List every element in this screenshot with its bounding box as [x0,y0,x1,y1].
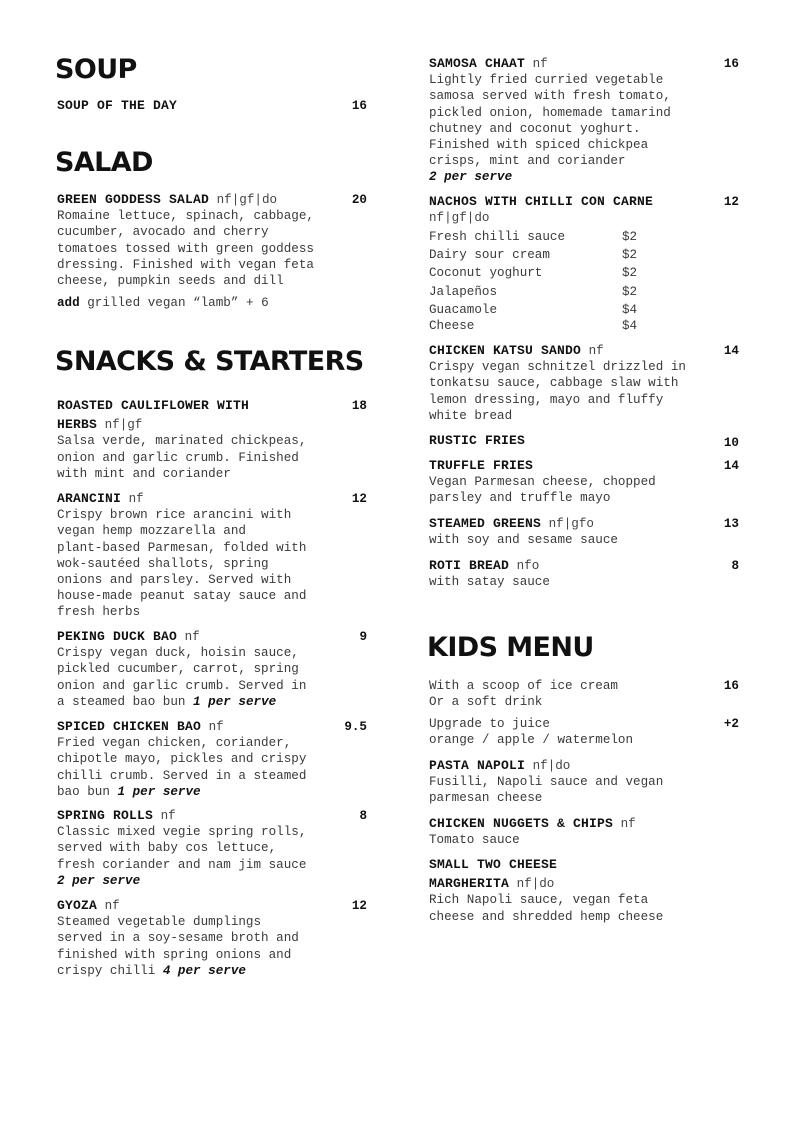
item-tags: nf|gf|do [429,211,490,226]
item-price: 16 [723,679,739,693]
menu-item-spiced-chicken-bao [57,719,367,800]
serve-size: 2 per serve [429,170,513,185]
item-name: SOUP OF THE DAY [57,98,178,113]
nachos-extras-list [429,229,739,335]
item-description: Tomato sauce [429,833,520,848]
item-name: RUSTIC FRIES [429,433,526,448]
extra-row [429,302,649,318]
item-name: ARANCINI [57,491,122,506]
item-name: ROASTED CAULIFLOWER WITH [57,398,250,413]
extra-price: $2 [622,266,638,281]
section-title-salad: SALAD [55,147,153,178]
section-title-kids-menu: KIDS MENU [427,632,594,663]
extra-name: Guacamole [429,303,498,318]
item-name-continued: HERBS [57,417,98,433]
menu-item-roasted-cauliflower [57,398,367,482]
menu-item-steamed-greens [429,516,739,548]
item-price: 8 [731,559,739,573]
item-description: Crispy vegan schnitzel drizzled in tonkatsu sauce, cabbage slaw with lemon dressing, mayo and fluffy white bread [429,360,686,423]
extra-row [429,265,649,281]
item-name: STEAMED GREENS [429,516,542,531]
item-tags: nfo [516,559,540,573]
item-price: 10 [723,436,739,450]
item-name: GYOZA [57,898,98,913]
extra-name: Fresh chilli sauce [429,229,566,244]
extra-name: Jalapeños [429,284,498,299]
extra-price: $4 [622,303,638,318]
item-tags: nf|gf|do [216,193,278,207]
item-price: 12 [351,899,367,913]
item-tags: nf|do [516,877,555,892]
item-name: NACHOS WITH CHILLI CON CARNE [429,194,654,209]
item-tags: nf [104,899,120,913]
extra-row [429,247,649,263]
item-price: 14 [723,344,739,358]
item-price: 9.5 [344,720,367,734]
item-description: Classic mixed vegie spring rolls, served with baby cos lettuce, fresh coriander and nam jim sauce [57,825,307,872]
item-description: with satay sauce [429,575,550,590]
item-name: SPRING ROLLS [57,808,154,823]
kids-item-margherita [429,857,739,925]
item-price: 12 [723,195,739,209]
item-price: 18 [351,399,367,413]
serve-size: 2 per serve [57,873,141,888]
menu-item-soup-of-the-day [57,98,367,114]
kids-item-juice-upgrade [429,716,739,748]
menu-item-green-goddess-salad [57,192,367,311]
kids-item-pasta-napoli [429,758,739,807]
extra-price: $2 [622,284,638,299]
item-price: 13 [723,517,739,531]
menu-item-nachos [429,194,739,335]
section-title-soup: SOUP [55,54,137,85]
kids-item-ice-cream [429,678,739,710]
item-description: Lightly fried curried vegetable samosa served with fresh tomato, pickled onion, homemade tamarind chutney and coconut yoghurt. Finished with spiced chickpea crisps, mint and coriander [429,73,671,169]
extra-name: Cheese [429,319,475,334]
menu-item-truffle-fries [429,458,739,507]
item-name: SMALL TWO CHEESE [429,857,558,872]
item-tags: nf [588,344,604,358]
item-name-continued: MARGHERITA [429,876,510,892]
item-name: CHICKEN NUGGETS & CHIPS [429,816,614,831]
extra-row [429,284,649,300]
item-description: with soy and sesame sauce [429,533,618,548]
extra-price: $4 [622,319,638,334]
item-name: PEKING DUCK BAO [57,629,178,644]
menu-item-gyoza [57,898,367,979]
extra-row [429,229,649,245]
item-tags: nf [620,817,636,831]
item-tags: nf [160,809,176,823]
addon-text: grilled vegan “lamb” + 6 [87,296,269,311]
item-price: 8 [359,809,367,823]
item-description: Steamed vegetable dumplings served in a soy-sesame broth and finished with spring onions and crispy chilli [57,915,299,978]
item-tags: nf [128,492,144,506]
extra-price: $2 [622,229,638,244]
item-tags: nf|gf [104,418,143,433]
item-description: With a scoop of ice cream Or a soft drink [429,679,618,710]
item-tags: nf [532,57,548,71]
menu-item-arancini [57,491,367,621]
item-name: GREEN GODDESS SALAD [57,192,210,207]
serve-size: 4 per serve [162,963,246,978]
item-name: ROTI BREAD [429,558,510,573]
item-tags: nf [208,720,224,734]
item-name: CHICKEN KATSU SANDO [429,343,582,358]
item-price: 9 [359,630,367,644]
menu-item-rustic-fries [429,433,739,449]
item-description: Crispy brown rice arancini with vegan hemp mozzarella and plant-based Parmesan, folded with wok-sautéed shallots, spring onions and parsley. Served with house-made peanut satay sauce and fresh herbs [57,508,307,620]
item-price: 16 [351,99,367,113]
item-description: Fusilli, Napoli sauce and vegan parmesan cheese [429,775,664,806]
item-description-wrap [57,735,367,800]
extra-price: $2 [622,247,638,262]
addon-label: add [57,296,80,311]
extra-row [429,318,649,334]
item-name: PASTA NAPOLI [429,758,526,773]
kids-item-chicken-nuggets [429,816,739,848]
item-addon [57,295,367,311]
item-price: +2 [723,717,739,731]
item-description: Salsa verde, marinated chickpeas, onion and garlic crumb. Finished with mint and coriander [57,434,307,481]
item-description-wrap [57,645,367,710]
item-name: SPICED CHICKEN BAO [57,719,202,734]
item-description: Crispy vegan duck, hoisin sauce, pickled cucumber, carrot, spring onion and garlic crumb. Served in a steamed bao bun [57,646,307,709]
item-price: 20 [351,193,367,207]
menu-item-samosa-chaat [429,56,739,186]
item-price: 12 [351,492,367,506]
item-price: 14 [723,459,739,473]
item-name: SAMOSA CHAAT [429,56,526,71]
serve-size: 1 per serve [193,694,277,709]
extra-name: Coconut yoghurt [429,266,543,281]
item-description: Romaine lettuce, spinach, cabbage, cucumber, avocado and cherry tomatoes tossed with green goddess dressing. Finished with vegan feta cheese, pumpkin seeds and dill [57,209,314,289]
item-tags: nf|do [532,759,571,773]
serve-size: 1 per serve [117,784,201,799]
item-description-wrap [57,914,367,979]
menu-item-roti-bread [429,558,739,590]
item-description: Rich Napoli sauce, vegan feta cheese and shredded hemp cheese [429,893,664,924]
item-tags: nf|gfo [548,517,594,531]
menu-item-peking-duck-bao [57,629,367,710]
item-description: Upgrade to juice orange / apple / watermelon [429,717,634,748]
section-title-snacks-starters: SNACKS & STARTERS [55,346,364,377]
item-description: Vegan Parmesan cheese, chopped parsley and truffle mayo [429,475,656,506]
item-price: 16 [723,57,739,71]
menu-item-spring-rolls [57,808,367,889]
item-description: Fried vegan chicken, coriander, chipotle mayo, pickles and crispy chilli crumb. Served in a steamed bao bun [57,736,307,799]
menu-item-chicken-katsu-sando [429,343,739,424]
item-tags: nf [184,630,200,644]
item-name: TRUFFLE FRIES [429,458,534,473]
extra-name: Dairy sour cream [429,247,550,262]
